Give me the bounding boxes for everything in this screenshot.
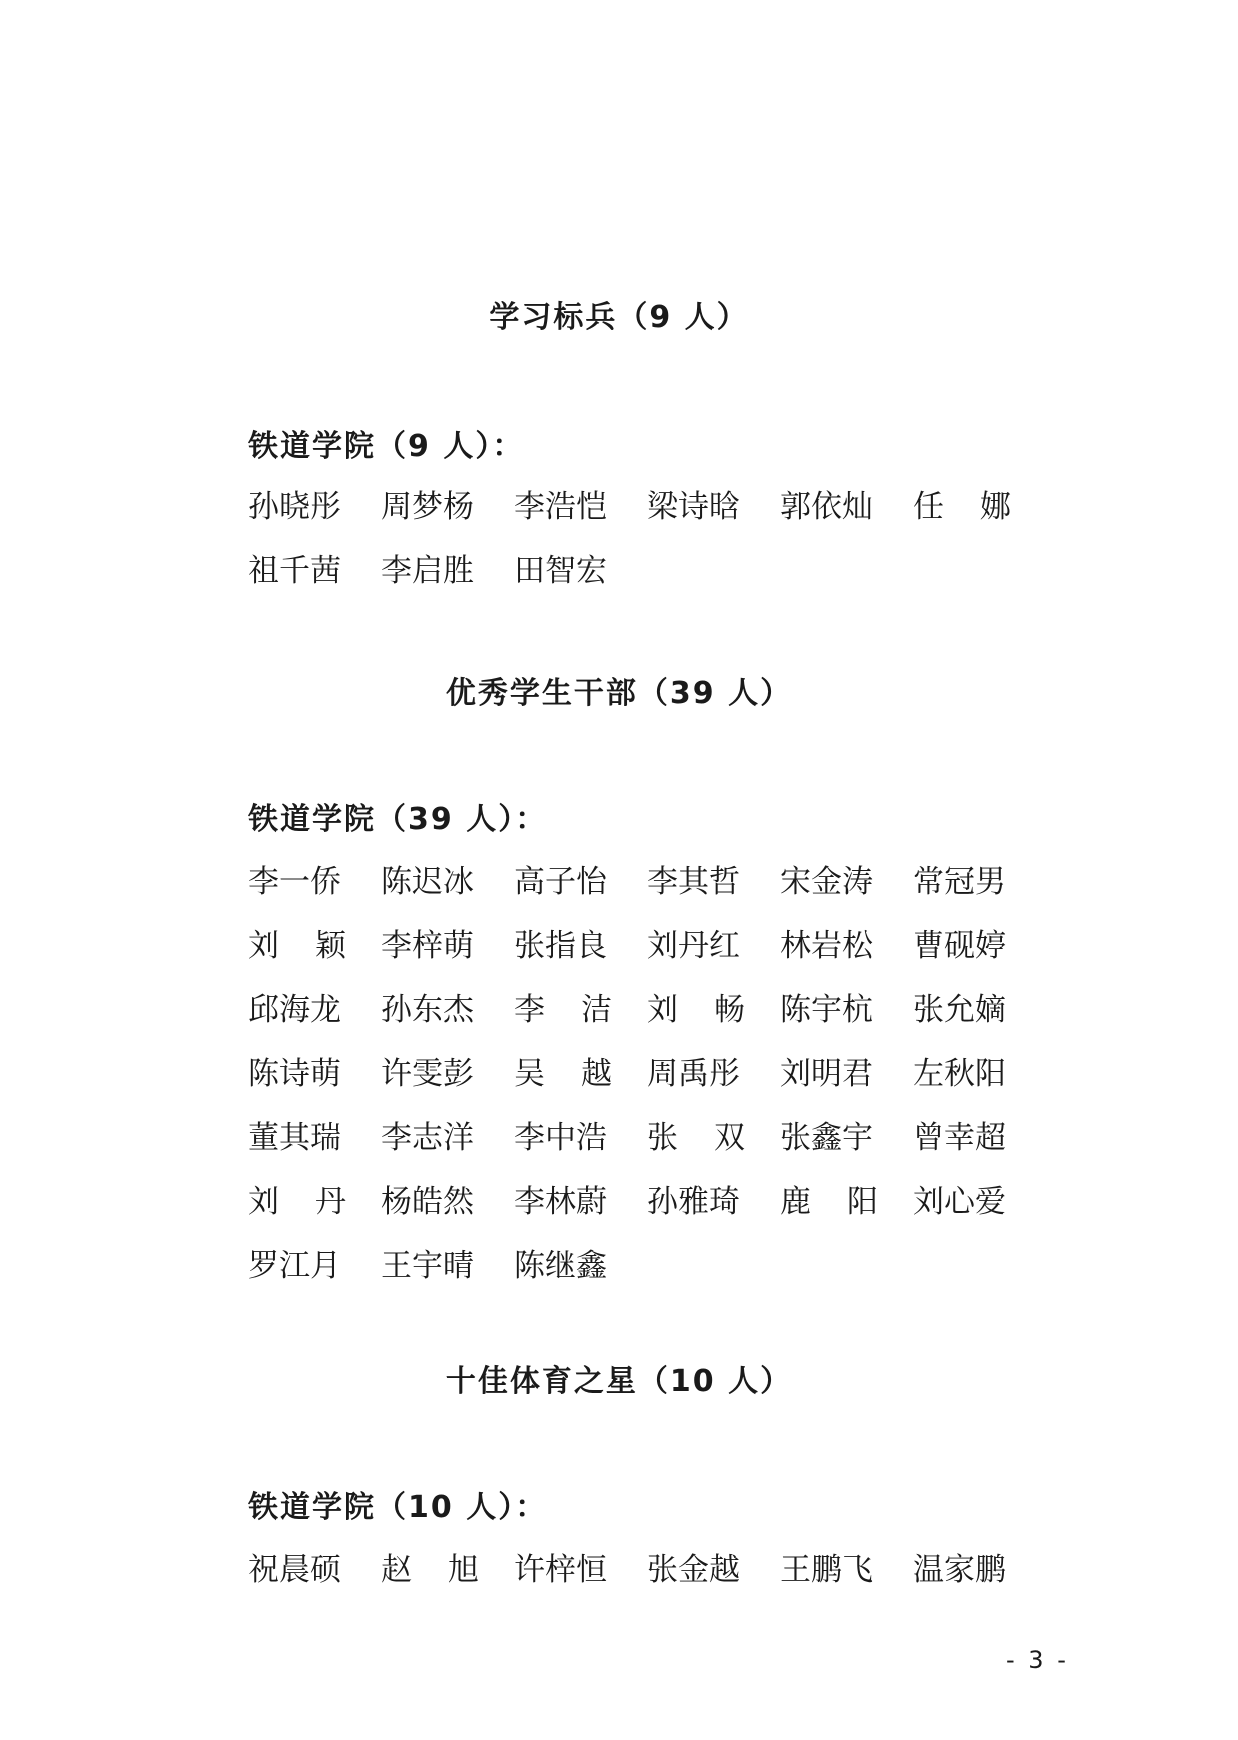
person-name: 赵 旭 (381, 1552, 479, 1588)
group-label-railway-college: 铁道学院（10 人）： (248, 1490, 548, 1525)
person-name: 常 冠 男 (913, 864, 1006, 900)
person-name: 李 其 哲 (647, 864, 740, 900)
person-name: 陈 继 鑫 (514, 1248, 607, 1284)
person-name: 张 允 嫡 (913, 992, 1006, 1028)
person-name: 张 金 越 (647, 1552, 740, 1588)
person-name: 王 鹏 飞 (780, 1552, 873, 1588)
person-name: 林 岩 松 (780, 928, 873, 964)
person-name: 曹 砚 婷 (913, 928, 1006, 964)
person-name: 刘 丹 (248, 1184, 346, 1220)
person-name: 鹿 阳 (780, 1184, 878, 1220)
person-name: 孙 雅 琦 (647, 1184, 740, 1220)
person-name: 张 指 良 (514, 928, 607, 964)
person-name: 许 雯 彭 (381, 1056, 474, 1092)
person-name: 李 启 胜 (381, 553, 474, 589)
person-name: 刘 颖 (248, 928, 346, 964)
person-name: 宋 金 涛 (780, 864, 873, 900)
person-name: 高 子 怡 (514, 864, 607, 900)
person-name: 陈 迟 冰 (381, 864, 474, 900)
person-name: 李 洁 (514, 992, 612, 1028)
person-name: 李 一 侨 (248, 864, 341, 900)
person-name: 邱 海 龙 (248, 992, 341, 1028)
person-name: 董 其 瑞 (248, 1120, 341, 1156)
group-label-railway-college: 铁道学院（39 人）： (248, 802, 548, 837)
person-name: 陈 宇 杭 (780, 992, 873, 1028)
person-name: 刘 明 君 (780, 1056, 873, 1092)
person-name: 李 梓 萌 (381, 928, 474, 964)
person-name: 孙 晓 彤 (248, 489, 341, 525)
person-name: 曾 幸 超 (913, 1120, 1006, 1156)
person-name: 温 家 鹏 (913, 1552, 1006, 1588)
person-name: 许 梓 恒 (514, 1552, 607, 1588)
page-number: - 3 - (1006, 1646, 1069, 1674)
name-list-study-model (248, 487, 1028, 591)
person-name: 郭 依 灿 (780, 489, 873, 525)
person-name: 刘 丹 红 (647, 928, 740, 964)
person-name: 周 禹 彤 (647, 1056, 740, 1092)
group-label-railway-college: 铁道学院（9 人）： (248, 429, 525, 464)
person-name: 张 双 (647, 1120, 745, 1156)
person-name: 梁 诗 晗 (647, 489, 740, 525)
person-name: 任 娜 (913, 489, 1011, 525)
person-name: 刘 畅 (647, 992, 745, 1028)
person-name: 杨 皓 然 (381, 1184, 474, 1220)
person-name: 祖 千 茜 (248, 553, 341, 589)
person-name: 李 志 洋 (381, 1120, 474, 1156)
person-name: 张 鑫 宇 (780, 1120, 873, 1156)
person-name: 周 梦 杨 (381, 489, 474, 525)
name-list-sports-star (248, 1550, 1028, 1590)
person-name: 刘 心 爱 (913, 1184, 1006, 1220)
person-name: 祝 晨 硕 (248, 1552, 341, 1588)
person-name: 李 中 浩 (514, 1120, 607, 1156)
name-list-excellent-cadre (248, 862, 1028, 1286)
section-title-study-model: 学习标兵（9 人） (489, 300, 749, 335)
person-name: 吴 越 (514, 1056, 612, 1092)
person-name: 王 宇 晴 (381, 1248, 474, 1284)
person-name: 孙 东 杰 (381, 992, 474, 1028)
person-name: 李 浩 恺 (514, 489, 607, 525)
person-name: 田 智 宏 (514, 553, 607, 589)
person-name: 左 秋 阳 (913, 1056, 1006, 1092)
person-name: 罗 江 月 (248, 1248, 341, 1284)
section-title-excellent-cadre: 优秀学生干部（39 人） (445, 676, 793, 711)
section-title-sports-star: 十佳体育之星（10 人） (445, 1364, 793, 1399)
person-name: 李 林 蔚 (514, 1184, 607, 1220)
person-name: 陈 诗 萌 (248, 1056, 341, 1092)
